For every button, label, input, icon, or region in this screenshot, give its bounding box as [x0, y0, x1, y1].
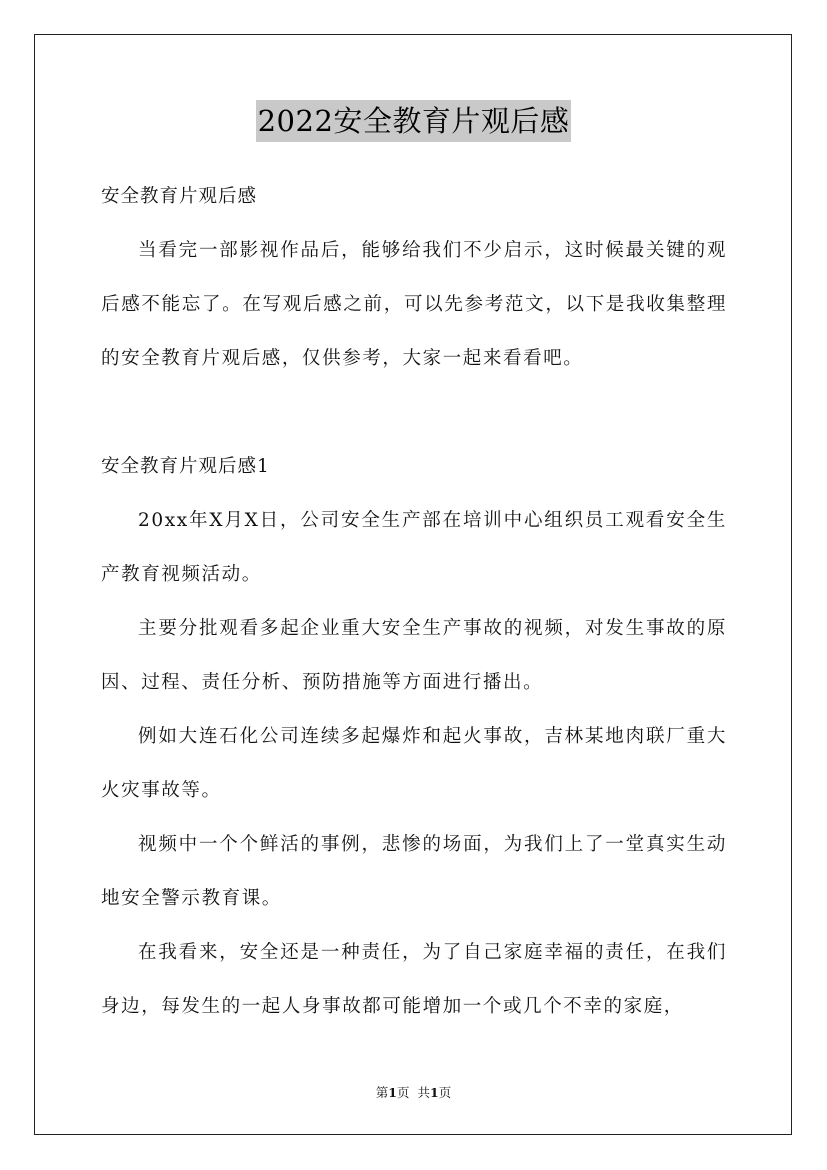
footer-total-prefix: 共 — [417, 1085, 430, 1100]
footer-total-number: 1 — [429, 1085, 439, 1100]
page-footer — [0, 1083, 827, 1101]
paragraph: 例如大连石化公司连续多起爆炸和起火事故，吉林某地肉联厂重大火灾事故等。 — [101, 726, 727, 801]
document-title: 2022安全教育片观后感 — [256, 100, 572, 142]
intro-heading: 安全教育片观后感 — [101, 186, 258, 207]
paragraph: 20xx年X月X日，公司安全生产部在培训中心组织员工观看安全生产教育视频活动。 — [101, 510, 727, 585]
paragraph: 在我看来，安全还是一种责任，为了自己家庭幸福的责任，在我们身边，每发生的一起人身事故都可能增加一个或几个不幸的家庭， — [101, 942, 727, 1017]
footer-page-prefix: 第 — [375, 1085, 389, 1100]
title-container — [0, 100, 827, 142]
footer-total-suffix: 页 — [438, 1085, 452, 1100]
section1-heading: 安全教育片观后感1 — [101, 456, 270, 477]
footer-page-number: 1 — [388, 1085, 397, 1100]
footer-page-suffix: 页 — [397, 1085, 410, 1100]
paragraph: 视频中一个个鲜活的事例，悲惨的场面，为我们上了一堂真实生动地安全警示教育课。 — [101, 834, 727, 909]
section-spacer — [101, 386, 727, 440]
document-body — [101, 170, 727, 1034]
paragraph: 主要分批观看多起企业重大安全生产事故的视频，对发生事故的原因、过程、责任分析、预防措施等方面进行播出。 — [101, 618, 727, 693]
intro-paragraph: 当看完一部影视作品后，能够给我们不少启示，这时候最关键的观后感不能忘了。在写观后感之前，可以先参考范文，以下是我收集整理的安全教育片观后感，仅供参考，大家一起来看看吧。 — [101, 240, 727, 369]
